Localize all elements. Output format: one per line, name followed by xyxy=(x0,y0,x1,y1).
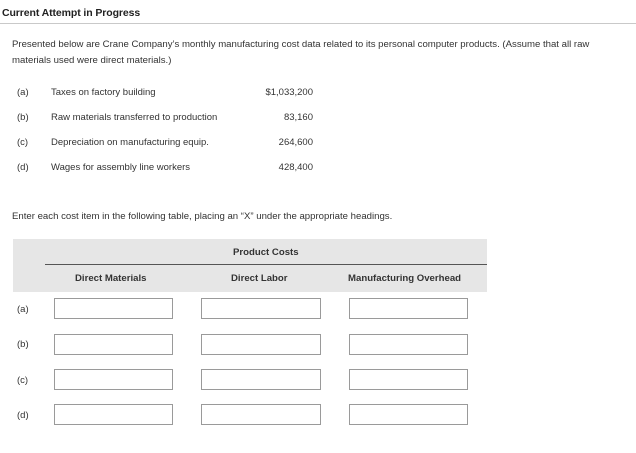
problem-intro-text: Presented below are Crane Company’s monthly manufacturing cost data related to its personal computer products. (Assume that all raw materials used were direct materials.) xyxy=(12,39,590,66)
direct-materials-input-b[interactable] xyxy=(54,334,173,355)
direct-materials-input-d[interactable] xyxy=(54,404,173,425)
cost-item-description: Wages for assembly line workers xyxy=(51,162,191,173)
table-row-label-d: (d) xyxy=(17,410,29,421)
header-divider xyxy=(0,23,636,24)
page-status-title: Current Attempt in Progress xyxy=(2,7,141,19)
cost-item-amount: 83,160 xyxy=(283,112,313,123)
manufacturing-overhead-input-a[interactable] xyxy=(349,298,468,319)
column-header-manufacturing-overhead: Manufacturing Overhead xyxy=(348,273,462,284)
cost-item-letter: (a) xyxy=(17,87,29,98)
cost-item-description: Taxes on factory building xyxy=(51,87,156,98)
table-row-label-c: (c) xyxy=(17,375,29,386)
cost-item-letter: (d) xyxy=(17,162,29,173)
cost-item-letter: (b) xyxy=(17,112,29,123)
cost-item-amount: 428,400 xyxy=(278,162,313,173)
table-row-label-b: (b) xyxy=(17,339,29,350)
product-costs-heading: Product Costs xyxy=(233,247,299,258)
direct-labor-input-b[interactable] xyxy=(201,334,321,355)
cost-item-description: Depreciation on manufacturing equip. xyxy=(51,137,209,148)
group-heading-rule xyxy=(45,264,487,265)
column-header-direct-labor: Direct Labor xyxy=(231,273,288,284)
cost-item-amount: 264,600 xyxy=(278,137,313,148)
column-header-direct-materials: Direct Materials xyxy=(75,273,147,284)
direct-labor-input-d[interactable] xyxy=(201,404,321,425)
cost-item-letter: (c) xyxy=(17,137,29,148)
direct-materials-input-c[interactable] xyxy=(54,369,173,390)
manufacturing-overhead-input-c[interactable] xyxy=(349,369,468,390)
cost-item-amount: $1,033,200 xyxy=(265,87,313,98)
cost-item-description: Raw materials transferred to production xyxy=(51,112,218,123)
direct-labor-input-a[interactable] xyxy=(201,298,321,319)
table-row-label-a: (a) xyxy=(17,304,29,315)
direct-labor-input-c[interactable] xyxy=(201,369,321,390)
manufacturing-overhead-input-b[interactable] xyxy=(349,334,468,355)
manufacturing-overhead-input-d[interactable] xyxy=(349,404,468,425)
direct-materials-input-a[interactable] xyxy=(54,298,173,319)
table-instruction-text: Enter each cost item in the following table, placing an “X” under the appropriate headings. xyxy=(12,211,393,222)
